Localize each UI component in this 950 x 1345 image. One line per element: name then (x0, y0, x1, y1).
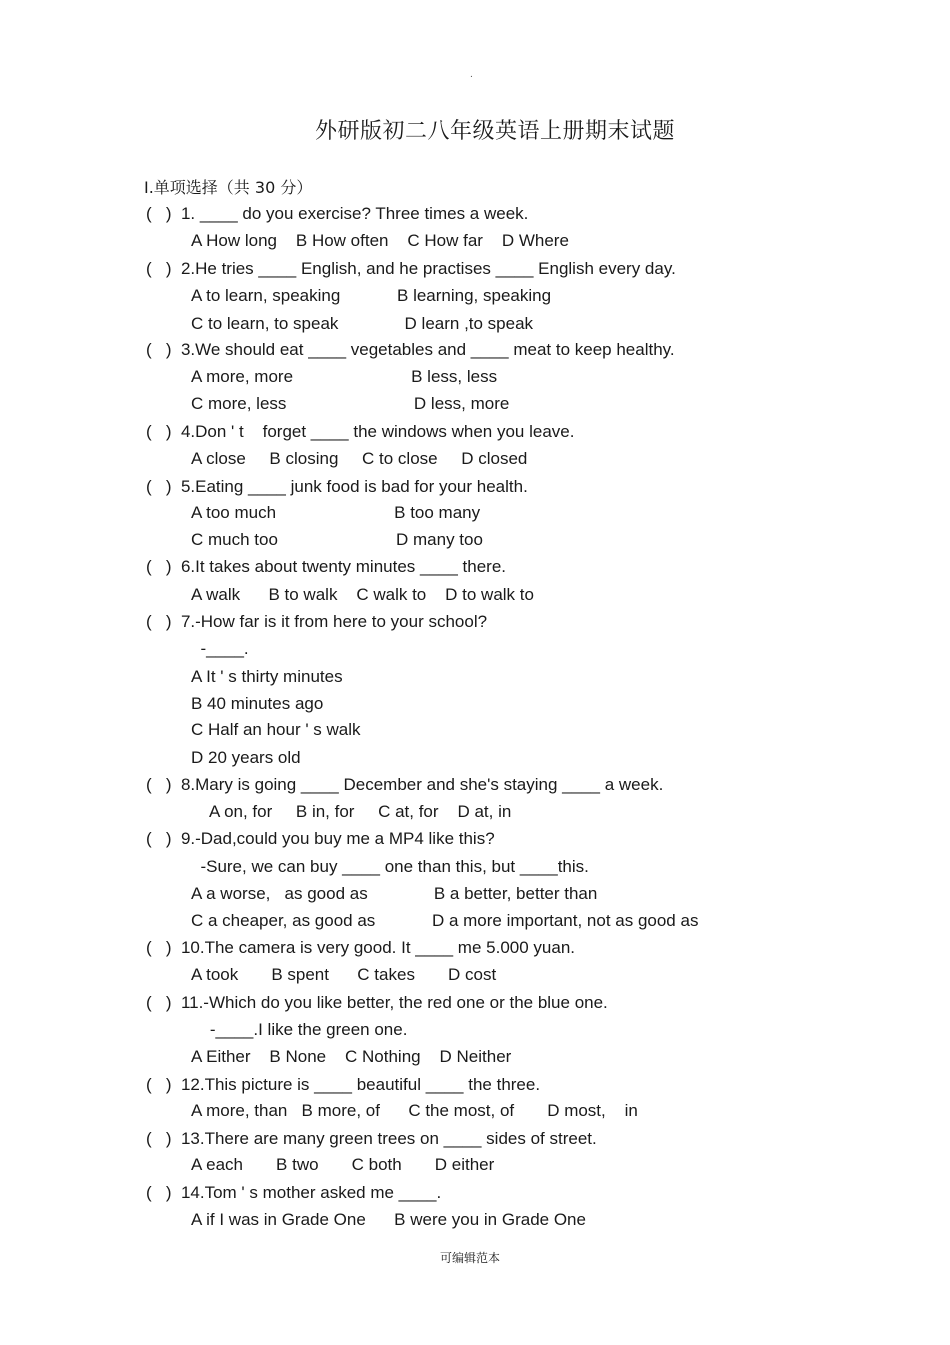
options-line: A walk B to walk C walk to D to walk to (191, 585, 534, 604)
options-line: D 20 years old (191, 748, 301, 767)
question-line: ( ) 3.We should eat ____ vegetables and ____ meat to keep healthy. (146, 340, 675, 359)
options-line: B 40 minutes ago (191, 694, 324, 713)
options-line: A close B closing C to close D closed (191, 449, 528, 468)
question-line: ( ) 11.-Which do you like better, the red one or the blue one. (146, 993, 608, 1012)
question-line: ( ) 8.Mary is going ____ December and she's staying ____ a week. (146, 775, 664, 794)
options-line: A if I was in Grade One B were you in Grade One (191, 1210, 586, 1229)
question-line: ( ) 5.Eating ____ junk food is bad for your health. (146, 477, 528, 496)
question-line: ( ) 6.It takes about twenty minutes ____ there. (146, 557, 507, 576)
options-line: A each B two C both D either (191, 1155, 495, 1174)
options-line: A more, than B more, of C the most, of D most, in (191, 1101, 638, 1120)
options-line: A How long B How often C How far D Where (191, 231, 569, 250)
page-title: 外研版初二八年级英语上册期末试题 (314, 119, 675, 144)
answer-prompt-line: -____. (191, 639, 249, 658)
options-line: A It ' s thirty minutes (191, 667, 343, 686)
question-line: ( ) 14.Tom ' s mother asked me ____. (146, 1183, 442, 1202)
answer-prompt-line: -____.I like the green one. (191, 1020, 408, 1039)
options-line: A too much B too many (191, 503, 481, 522)
answer-prompt-line: -Sure, we can buy ____ one than this, but ____this. (191, 857, 589, 876)
options-line: C Half an hour ' s walk (191, 720, 361, 739)
options-line: A on, for B in, for C at, for D at, in (191, 802, 512, 821)
options-line: A more, more B less, less (191, 367, 498, 386)
header-dot: . (470, 70, 473, 80)
options-line: A a worse, as good as B a better, better than (191, 884, 598, 903)
options-line: A Either B None C Nothing D Neither (191, 1047, 512, 1066)
options-line: C to learn, to speak D learn ,to speak (191, 314, 534, 333)
question-line: ( ) 4.Don ' t forget ____ the windows when you leave. (146, 422, 575, 441)
question-line: ( ) 2.He tries ____ English, and he practises ____ English every day. (146, 259, 676, 278)
question-line: ( ) 7.-How far is it from here to your school? (146, 612, 488, 631)
options-line: C a cheaper, as good as D a more important, not as good as (191, 911, 699, 930)
footer-note: 可编辑范本 (439, 1251, 500, 1265)
question-line: ( ) 12.This picture is ____ beautiful ____ the three. (146, 1075, 541, 1094)
options-line: A to learn, speaking B learning, speaking (191, 286, 552, 305)
options-line: C more, less D less, more (191, 394, 510, 413)
section-heading: I.单项选择（共 30 分） (144, 178, 313, 197)
question-line: ( ) 10.The camera is very good. It ____ me 5.000 yuan. (146, 938, 576, 957)
question-line: ( ) 13.There are many green trees on ____ sides of street. (146, 1129, 597, 1148)
question-line: ( ) 1. ____ do you exercise? Three times a week. (146, 204, 529, 223)
question-line: ( ) 9.-Dad,could you buy me a MP4 like this? (146, 829, 495, 848)
options-line: A took B spent C takes D cost (191, 965, 497, 984)
options-line: C much too D many too (191, 530, 483, 549)
